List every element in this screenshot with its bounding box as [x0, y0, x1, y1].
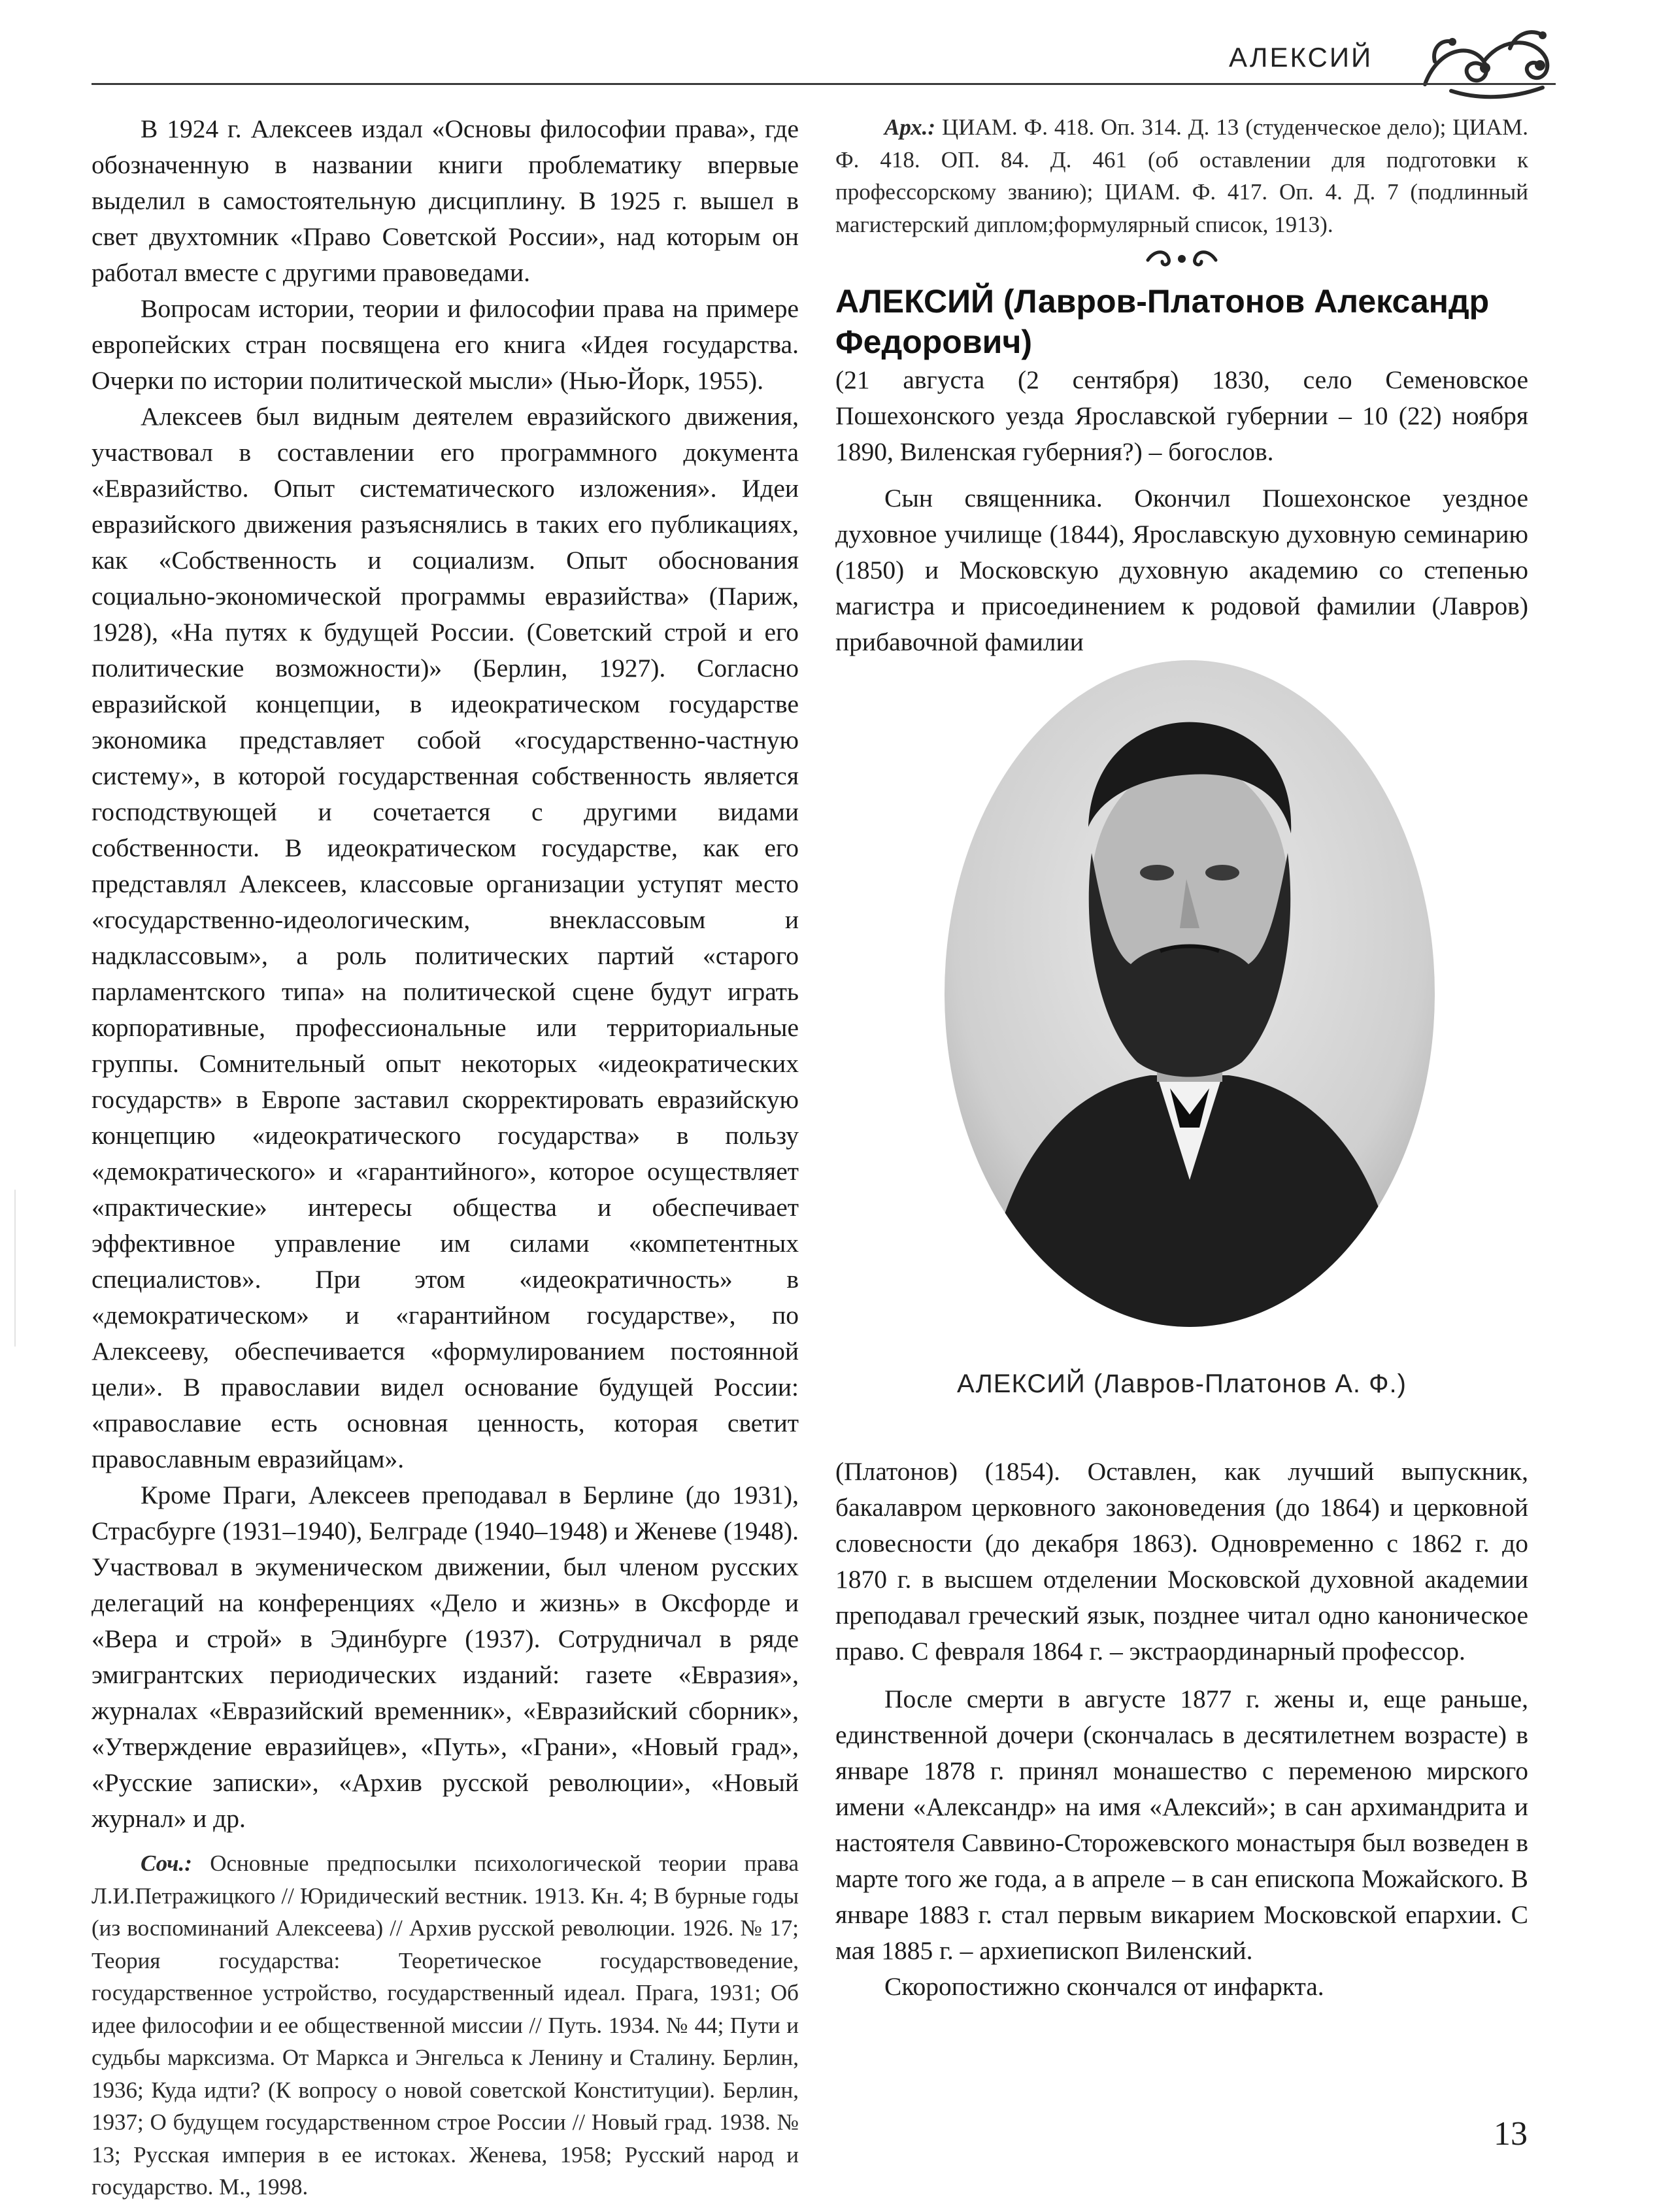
entry-dates: (21 августа (2 сентября) 1830, село Семеновское Пошехонского уезда Ярославской губернии – 10 (22) ноября 1890, Виленская губерния?) – богослов.: [835, 365, 1528, 466]
entry-title: АЛЕКСИЙ (Лавров-Платонов Александр Федорович): [835, 283, 1490, 360]
works-label: Соч.:: [141, 1851, 192, 1876]
paragraph: Скоропостижно скончался от инфаркта.: [884, 1972, 1324, 2001]
paragraph: После смерти в августе 1877 г. жены и, еще раньше, единственной дочери (скончалась в десятилетнем возрасте) в январе 1878 г. принял монашество с переменою мирского имени «Александр» на имя «Алексий»; в сан архимандрита и настоятеля Саввино-Сторожевского монастыря был возведен в марте того же года, а в апреле – в сан епископа Можайского. В январе 1883 г. стал первым викарием Московской епархии. С мая 1885 г. – архиепископ Виленский.: [835, 1684, 1528, 1965]
floral-corner-ornament-icon: [1412, 22, 1562, 107]
paragraph: Кроме Праги, Алексеев преподавал в Берлине (до 1931), Страсбурге (1931–1940), Белграде (1940–1948) и Женеве (1948). Участвовал в экуменическом движении, был членом русских делегаций на конференциях «Дело и жизнь» в Оксфорде и «Вера и строй» в Эдинбурге (1937). Сотрудничал в ряде эмигрантских периодических изданий: газете «Евразия», журналах «Евразийский временник», «Евразийский сборник», «Утверждение евразийцев», «Путь», «Грани», «Новый град», «Русские записки», «Архив русской революции», «Новый журнал» и др.: [92, 1481, 799, 1833]
flourish-separator-icon: [835, 246, 1528, 272]
running-head: АЛЕКСИЙ: [1229, 42, 1373, 73]
right-column: [835, 111, 1528, 660]
scan-margin-mark: [14, 1190, 16, 1347]
right-column-continued: [835, 1454, 1528, 2005]
page-number: 13: [1494, 2115, 1528, 2153]
left-column: [92, 111, 799, 2204]
paragraph: В 1924 г. Алексеев издал «Основы философии права», где обозначенную в названии книги проблематику впервые выделил в самостоятельную дисциплину. В 1925 г. вышел в свет двухтомник «Право Советской России», над которым он работал вместе с другими правоведами.: [92, 114, 799, 287]
paragraph: Сын священника. Окончил Пошехонское уездное духовное училище (1844), Ярославскую духовную семинарию (1850) и Московскую духовную академию со степенью магистра и присоединением к родовой фамилии (Лавров) прибавочной фамилии: [835, 484, 1528, 656]
archive-references: [835, 111, 1528, 241]
paragraph: (Платонов) (1854). Оставлен, как лучший выпускник, бакалавром церковного законоведения (до 1864) и церковной словесности (до декабря 1863). Одновременно с 1862 г. до 1870 г. в высшем отделении Московской духовной академии преподавал греческий язык, позднее читал одно каноническое право. С февраля 1864 г. – экстраординарный профессор.: [835, 1457, 1528, 1666]
portrait-caption: АЛЕКСИЙ (Лавров-Платонов А. Ф.): [957, 1369, 1407, 1398]
works-bibliography: [92, 1847, 799, 2204]
paragraph: Вопросам истории, теории и философии права на примере европейских стран посвящена его книга «Идея государства. Очерки по истории политической мысли» (Нью-Йорк, 1955).: [92, 294, 799, 395]
header-rule: [92, 83, 1556, 85]
works-text: Основные предпосылки психологической теории права Л.И.Петражицкого // Юридический вестник. 1913. Кн. 4; В бурные годы (из воспоминаний Алексеева) // Архив русской революции. 1926. № 17; Теория государства: Теоретическое государствоведение, государственное устройство, государственный идеал. Прага, 1931; Об идее философии и ее общественной миссии // Путь. 1934. № 44; Пути и судьбы марксизма. От Маркса и Энгельса к Ленину и Сталину. Берлин, 1936; Куда идти? (К вопросу о новой советской Конституции). Берлин, 1937; О будущем государственном строе России // Новый град. 1938. № 13; Русская империя в ее истоках. Женева, 1958; Русский народ и государство. М., 1998.: [92, 1851, 799, 2200]
paragraph: Алексеев был видным деятелем евразийского движения, участвовал в составлении его программного документа «Евразийство. Опыт систематического изложения». Идеи евразийского движения разъяснялись в таких его публикациях, как «Собственность и социализм. Опыт обоснования социально-экономической программы евразийства» (Париж, 1928), «На путях к будущей России. (Советский строй и его политические возможности)» (Берлин, 1927). Согласно евразийской концепции, в идеократическом государстве экономика представляет собой «государственно-частную систему», в которой государственная собственность является господствующей и сочетается с другими видами собственности. В идеократическом государстве, как его представлял Алексеев, классовые организации уступят место «государственно-идеологическим, внеклассовым и надклассовым», а роль политических партий «старого парламентского типа» на политической сцене будут играть корпоративные, профессиональные или территориальные группы. Сомнительный опыт некоторых «идеократических государств» в Европе заставил скорректировать евразийскую концепцию «идеократического государства» в пользу «демократического» и «гарантийного», которое осуществляет «практические» интересы общества и обеспечивает эффективное управление им силами «компетентных специалистов». При этом «идеократичность» в «демократическом» и «гарантийном государстве», по Алексееву, обеспечивается «формулированием постоянной цели». В православии видел основание будущей России: «православие есть основная ценность, которая светит православным евразийцам».: [92, 402, 799, 1473]
archive-label: Арх.:: [884, 114, 936, 140]
archive-text: ЦИАМ. Ф. 418. Оп. 314. Д. 13 (студенческое дело); ЦИАМ. Ф. 418. ОП. 84. Д. 461 (об оставлении для подготовки к профессорскому званию); ЦИАМ. Ф. 417. Оп. 4. Д. 7 (подлинный магистерский диплом;формулярный список, 1913).: [835, 114, 1529, 237]
portrait-photo: [941, 657, 1438, 1330]
